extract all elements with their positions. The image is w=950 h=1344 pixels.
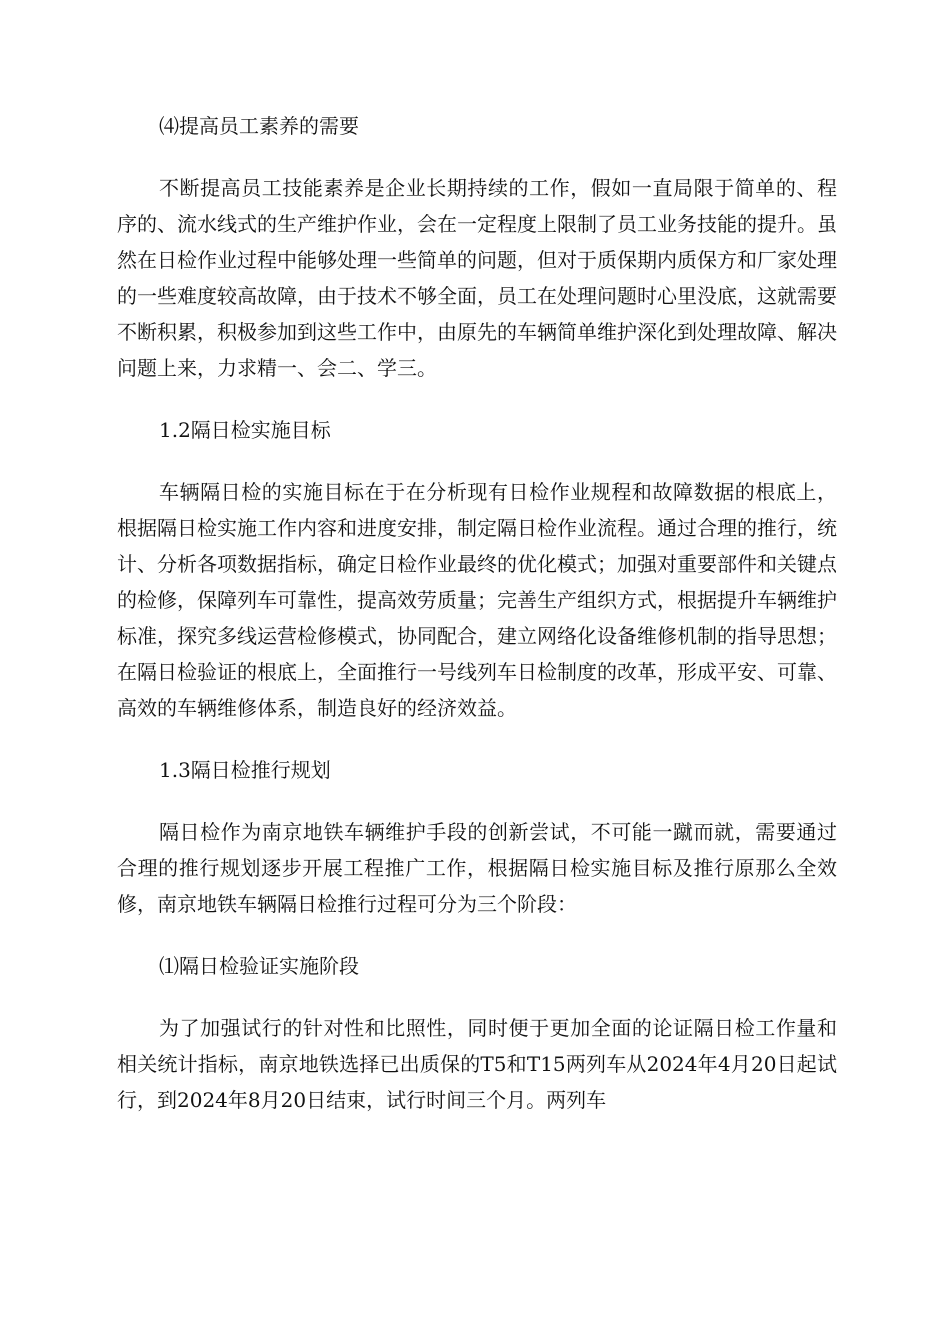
paragraph-trial-phase: 为了加强试行的针对性和比照性，同时便于更加全面的论证隔日检工作量和相关统计指标，南京地铁选择已出质保的T5和T15两列车从2024年4月20日起试行，到2024年8月20日结束，试行时间三个月。两列车 — [117, 1016, 837, 1112]
document-body — [117, 108, 837, 1118]
section-heading-4: ⑷提高员工素养的需要 — [159, 114, 359, 138]
paragraph-staff-skills: 不断提高员工技能素养是企业长期持续的工作，假如一直局限于简单的、程序的、流水线式的生产维护作业，会在一定程度上限制了员工业务技能的提升。虽然在日检作业过程中能够处理一些简单的问题，但对于质保期内质保方和厂家处理的一些难度较高故障，由于技术不够全面，员工在处理问题时心里没底，这就需要不断积累，积极参加到这些工作中，由原先的车辆简单维护深化到处理故障、解决问题上来，力求精一、会二、学三。 — [117, 176, 837, 380]
paragraph-implementation-goals: 车辆隔日检的实施目标在于在分析现有日检作业规程和故障数据的根底上，根据隔日检实施工作内容和进度安排，制定隔日检作业流程。通过合理的推行，统计、分析各项数据指标，确定日检作业最终的优化模式；加强对重要部件和关键点的检修，保障列车可靠性，提高效劳质量；完善生产组织方式，根据提升车辆维护标准，探究多线运营检修模式，协同配合，建立网络化设备维修机制的指导思想；在隔日检验证的根底上，全面推行一号线列车日检制度的改革，形成平安、可靠、高效的车辆维修体系，制造良好的经济效益。 — [117, 480, 837, 720]
section-heading-1: ⑴隔日检验证实施阶段 — [159, 954, 359, 978]
section-heading-1-3: 1.3隔日检推行规划 — [159, 758, 331, 782]
paragraph-rollout-plan: 隔日检作为南京地铁车辆维护手段的创新尝试，不可能一蹴而就，需要通过合理的推行规划逐步开展工程推广工作，根据隔日检实施目标及推行原那么全效修，南京地铁车辆隔日检推行过程可分为三个阶段： — [117, 820, 837, 916]
section-heading-1-2: 1.2隔日检实施目标 — [159, 418, 331, 442]
